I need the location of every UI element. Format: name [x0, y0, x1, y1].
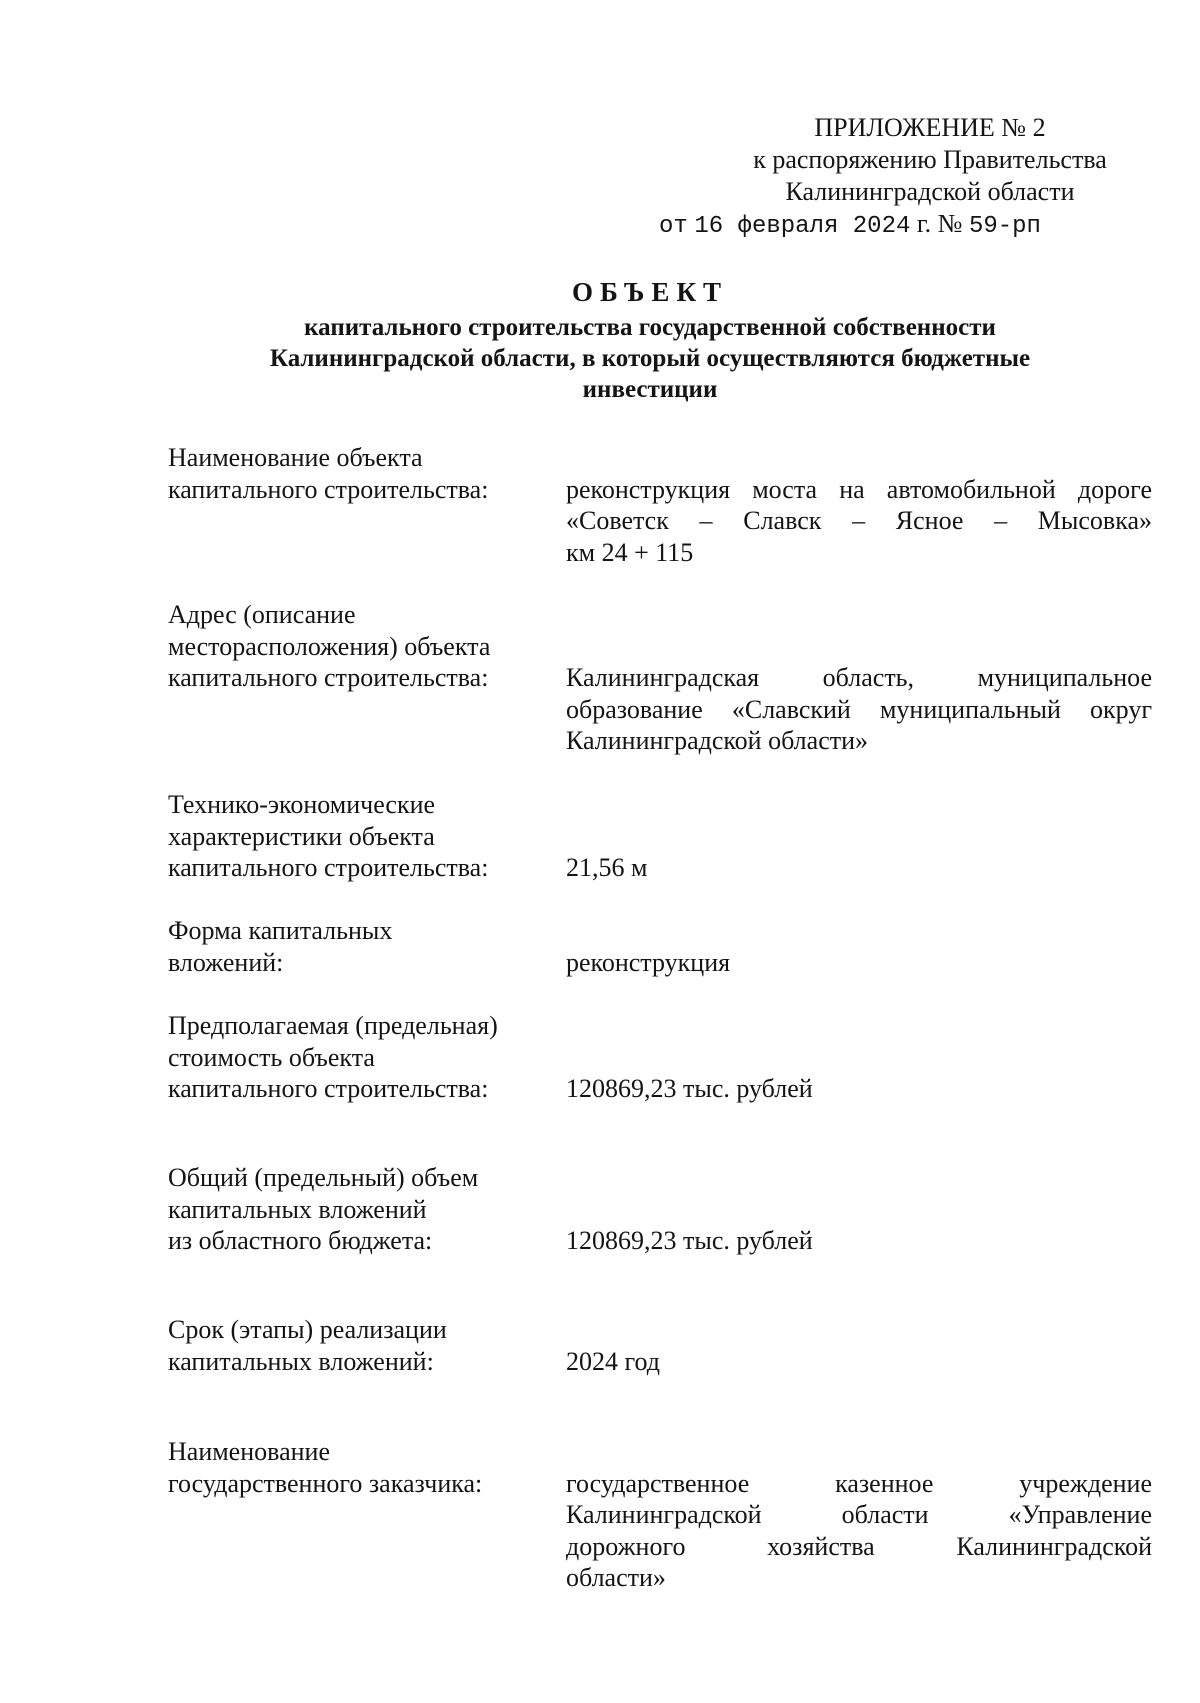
field-value: 21,56 м: [566, 853, 648, 882]
field-label: Наименование государственного заказчика:: [168, 1437, 483, 1498]
appendix-header: [659, 112, 1160, 243]
appendix-line-region: Калининградской области: [785, 177, 1075, 206]
field-label: Форма капитальных вложений:: [168, 916, 393, 977]
appendix-line-date: [540, 208, 1160, 243]
title-main: ОБЪЕКТ: [571, 277, 729, 307]
field-label: Срок (этапы) реализации капитальных вложений:: [168, 1315, 447, 1376]
date-prefix: от: [659, 213, 688, 240]
date-day-month: 16 февраля 2024: [694, 213, 911, 240]
field-value: Калининградская область, муниципальное образование «Славский муниципальный округ Калининградской области»: [566, 663, 1152, 755]
document-title: [160, 272, 1140, 405]
field-value: реконструкция моста на автомобильной дороге «Советск – Славск – Ясное – Мысовка» км 24 + 115: [566, 474, 1152, 567]
appendix-title: ПРИЛОЖЕНИЕ № 2: [814, 113, 1046, 142]
title-sub-1: капитального строительства государственной собственности: [304, 314, 996, 341]
field-label: Наименование объекта капитального строительства:: [168, 443, 489, 504]
appendix-line-decree: к распоряжению Правительства: [753, 145, 1107, 174]
field-value: 120869,23 тыс. рублей: [566, 1074, 813, 1103]
field-value: 120869,23 тыс. рублей: [566, 1226, 813, 1255]
field-label: Технико-экономические характеристики объекта капитального строительства:: [168, 790, 489, 882]
field-label: Общий (предельный) объем капитальных вложений из областного бюджета:: [168, 1163, 479, 1255]
title-sub-3: инвестиции: [582, 376, 718, 403]
field-label: Предполагаемая (предельная) стоимость объекта капитального строительства:: [168, 1011, 498, 1103]
field-value: реконструкция: [566, 947, 731, 977]
field-value: государственное казенное учреждение Калининградской области «Управление дорожного хозяйства Калининградской области»: [566, 1468, 1152, 1592]
decree-number: 59-рп: [968, 213, 1041, 240]
title-sub-2: Калининградской области, в который осуществляются бюджетные: [269, 345, 1031, 372]
field-value: 2024 год: [566, 1346, 660, 1376]
date-g-number: г. №: [916, 209, 963, 238]
field-label: Адрес (описание месторасположения) объекта капитального строительства:: [168, 600, 491, 692]
